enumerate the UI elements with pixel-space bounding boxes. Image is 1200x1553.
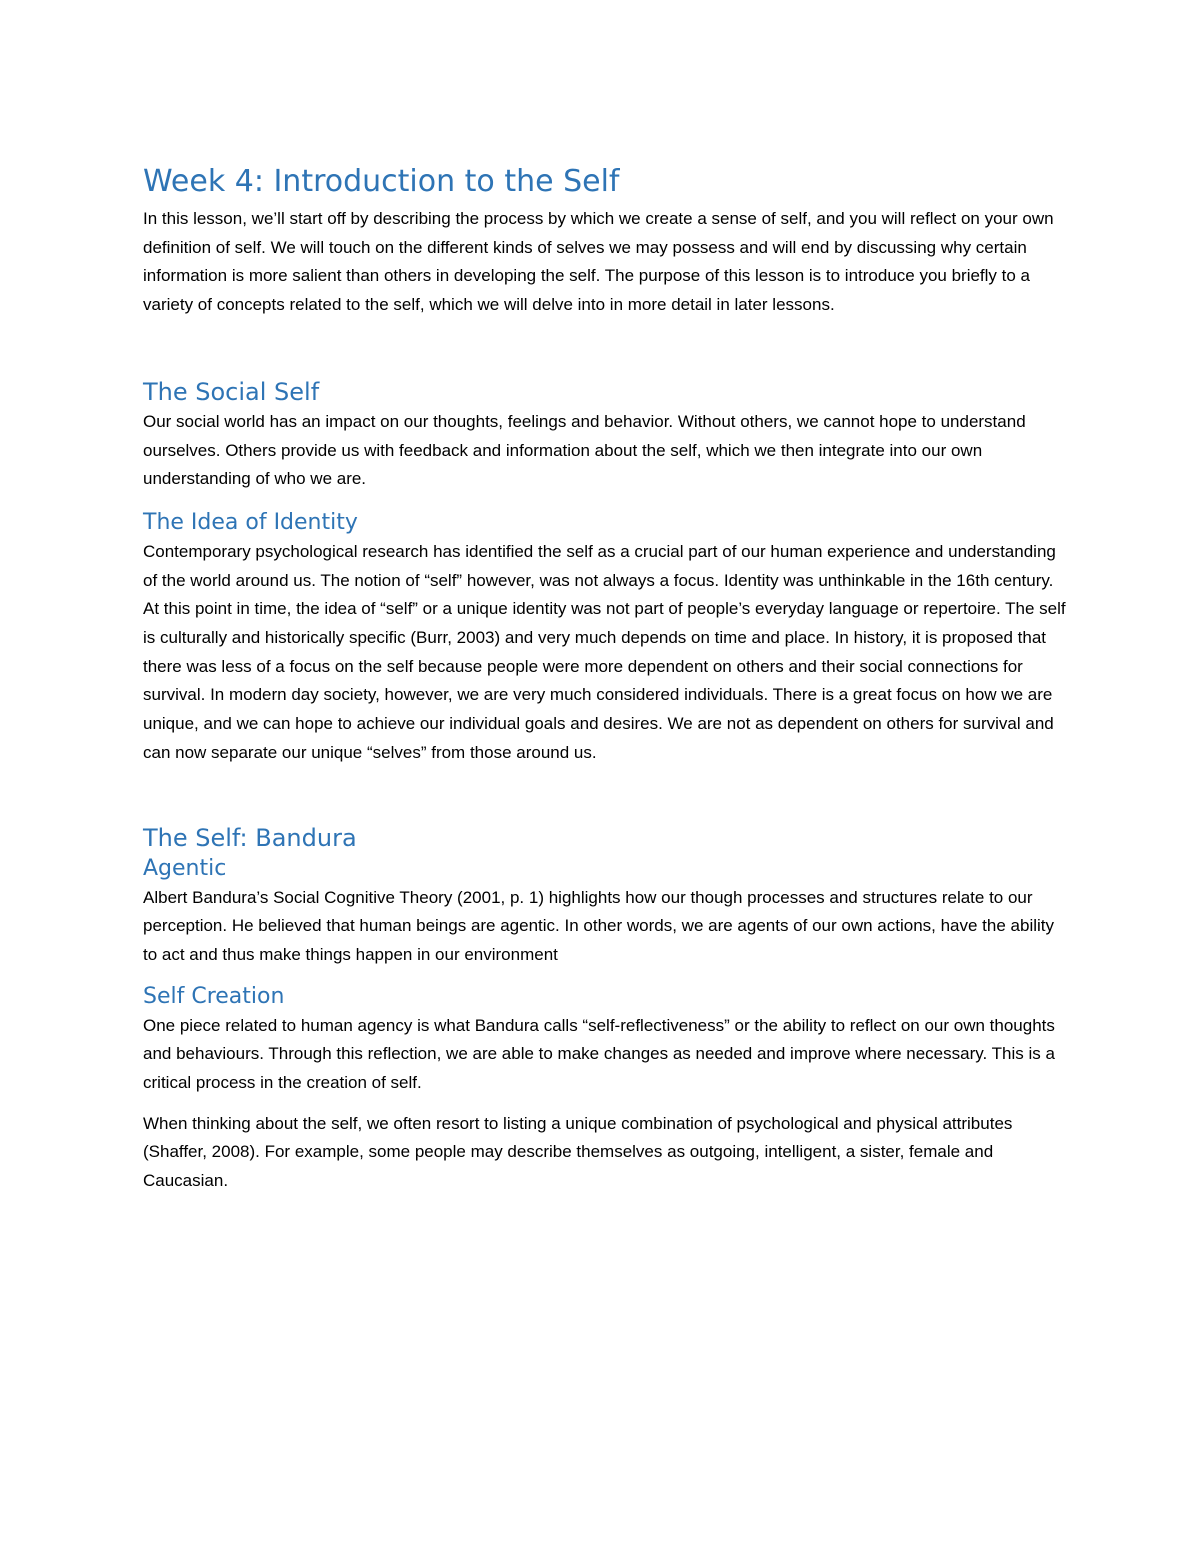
self-creation-paragraph: One piece related to human agency is what Bandura calls “self-reflectiveness” or the ability to reflect on our own thoughts and behaviours. Through this reflection, we are able to make changes as needed and improve where necessary. This is a critical process in the creation of self. [143, 1015, 1055, 1093]
spacer [143, 494, 1068, 508]
spacer [143, 970, 1068, 982]
identity-heading: The Idea of Identity [143, 509, 358, 535]
social-self-heading: The Social Self [143, 377, 320, 406]
intro-paragraph: In this lesson, we’ll start off by describing the process by which we create a sense of self, and you will reflect on your own definition of self. We will touch on the different kinds of selves we may possess and will end by discussing why certain information is more salient than others in developing the self. The purpose of this lesson is to introduce you briefly to a variety of concepts related to the self, which we will delve into in more detail in later lessons. [143, 209, 1054, 315]
bandura-heading: The Self: Bandura [143, 823, 357, 852]
agentic-paragraph: Albert Bandura’s Social Cognitive Theory (2001, p. 1) highlights how our though processes and structures relate to our perception. He believed that human beings are agentic. In other words, we are agents of our own actions, have the ability to act and thus make things happen in our environment [143, 887, 1054, 964]
spacer [143, 1098, 1068, 1110]
identity-paragraph: Contemporary psychological research has identified the self as a crucial part of our human experience and understanding of the world around us. The notion of “self” however, was not always a focus. Identity was unthinkable in the 16th century. At this point in time, the idea of “self” or a unique identity was not part of people’s everyday language or repertoire. The self is culturally and historically specific (Burr, 2003) and very much depends on time and place. In history, it is proposed that there was less of a focus on the self because people were more dependent on others and their social connections for survival. In modern day society, however, we are very much considered individuals. There is a great focus on how we are unique, and we can hope to achieve our individual goals and desires. We are not as dependent on others for survival and can now separate our unique “selves” from those around us. [143, 541, 1066, 762]
agentic-heading: Agentic [143, 855, 227, 881]
social-self-paragraph: Our social world has an impact on our thoughts, feelings and behavior. Without others, we cannot hope to understand ourselves. Others provide us with feedback and information about the self, which we then integrate into our own understanding of who we are. [143, 411, 1026, 489]
self-creation-heading: Self Creation [143, 983, 285, 1009]
spacer [143, 320, 1068, 376]
document-page [143, 163, 1068, 1196]
spacer [143, 768, 1068, 822]
closing-paragraph: When thinking about the self, we often resort to listing a unique combination of psychological and physical attributes (Shaffer, 2008). For example, some people may describe themselves as outgoing, intelligent, a sister, female and Caucasian. [143, 1113, 1013, 1191]
page-title: Week 4: Introduction to the Self [143, 164, 620, 199]
